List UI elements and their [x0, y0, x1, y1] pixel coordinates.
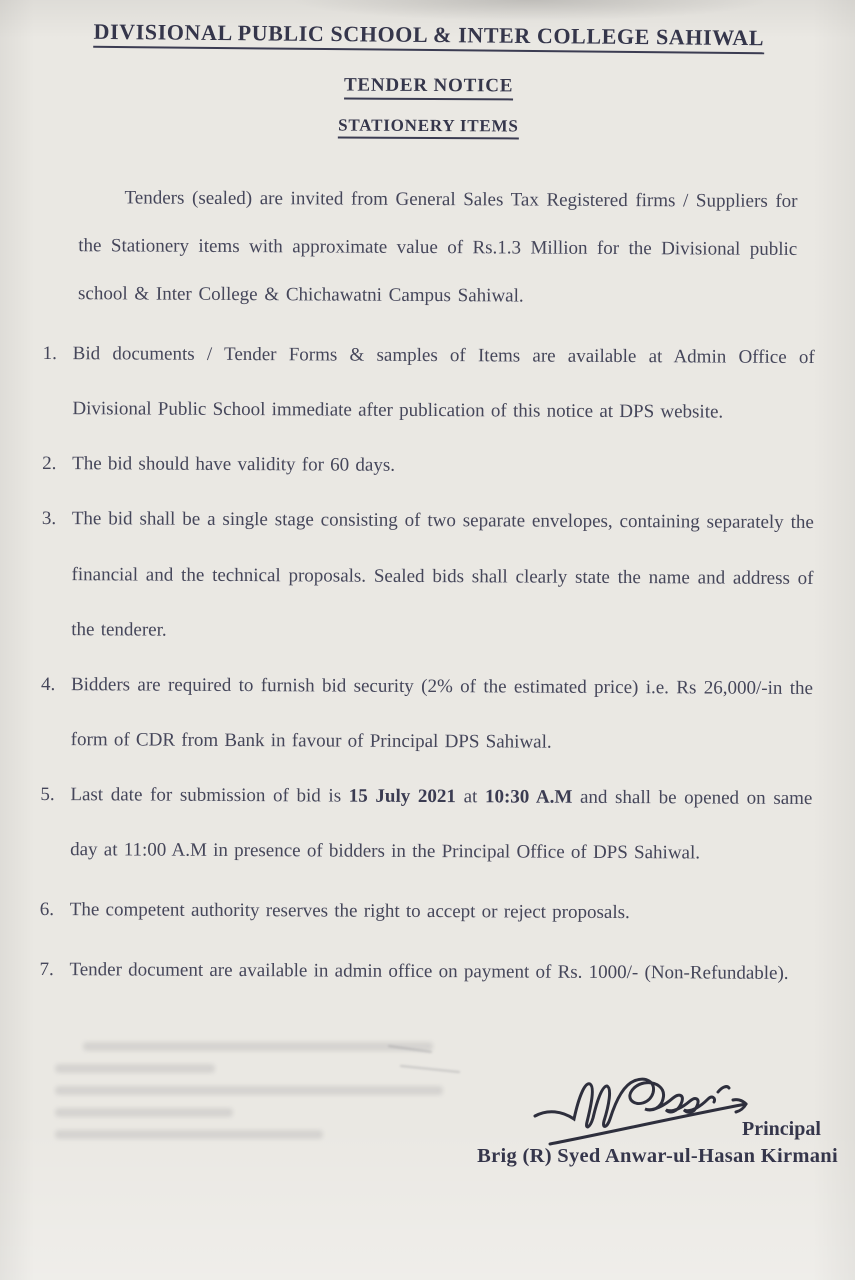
item-number: 4. — [40, 673, 56, 695]
tender-notice-heading — [1, 73, 855, 99]
list-item-2 — [42, 436, 814, 495]
item-number: 2. — [42, 453, 57, 475]
item-text-segment: at — [455, 786, 486, 808]
item-text-segment: and shall be opened on same day at 11:00 A.M in presence of bidders in the Principal Office of DPS Sahiwal. — [70, 786, 813, 864]
subject-heading-text: STATIONERY ITEMS — [338, 116, 519, 140]
deadline-date: 15 July 2021 — [348, 785, 457, 808]
intro-paragraph: Tenders (sealed) are invited from General Sales Tax Registered firms / Suppliers for the Stationery items with approximate value of Rs.1.3 Million for the Divisional public school & Inter College & Chichawatni Campus Sahiwal. — [77, 187, 798, 307]
item-number: 1. — [42, 343, 58, 365]
list-item-1 — [42, 326, 815, 440]
item-text — [70, 767, 813, 881]
signatory-role: Principal — [742, 1118, 821, 1140]
subject-heading — [1, 114, 855, 138]
item-text: Tender document are available in admin office on payment of Rs. 1000/- (Non-Refundable). — [69, 959, 789, 985]
signatory-name: Brig (R) Syed Anwar-ul-Hasan Kirmani — [477, 1145, 838, 1167]
tender-conditions-list — [39, 326, 815, 1001]
document-title — [1, 0, 855, 52]
list-item-7 — [39, 942, 811, 1001]
document-title-text: DIVISIONAL PUBLIC SCHOOL & INTER COLLEGE SAHIWAL — [93, 19, 764, 54]
deadline-time: 10:30 A.M — [484, 786, 573, 808]
bleed-through-text — [55, 1042, 443, 1152]
list-item-4 — [41, 657, 814, 771]
item-text: The bid should have validity for 60 days. — [72, 453, 396, 477]
list-item-5 — [40, 767, 813, 881]
item-text-segment: Last date for submission of bid is — [70, 784, 349, 807]
list-item-6 — [40, 882, 812, 941]
item-number: 7. — [39, 959, 54, 981]
item-text: The competent authority reserves the right to accept or reject proposals. — [69, 899, 630, 924]
item-number: 3. — [41, 508, 57, 530]
tender-notice-heading-text: TENDER NOTICE — [344, 75, 513, 101]
item-number: 6. — [39, 899, 55, 921]
signature-block — [450, 1072, 840, 1182]
item-text: Bidders are required to furnish bid security (2% of the estimated price) i.e. Rs 26,000/-in the form of CDR from Bank in favour of Principal DPS Sahiwal. — [70, 673, 814, 753]
item-text: The bid shall be a single stage consisting of two separate envelopes, containing separately the financial and the technical proposals. Sealed bids shall clearly state the name and address of the tenderer. — [71, 508, 814, 641]
list-item-3 — [41, 491, 814, 660]
item-number: 5. — [40, 783, 55, 805]
principal-signature-icon — [532, 1074, 772, 1154]
item-text: Bid documents / Tender Forms & samples of Items are available at Admin Office of Divisional Public School immediate after publication of this notice at DPS website. — [72, 343, 815, 423]
